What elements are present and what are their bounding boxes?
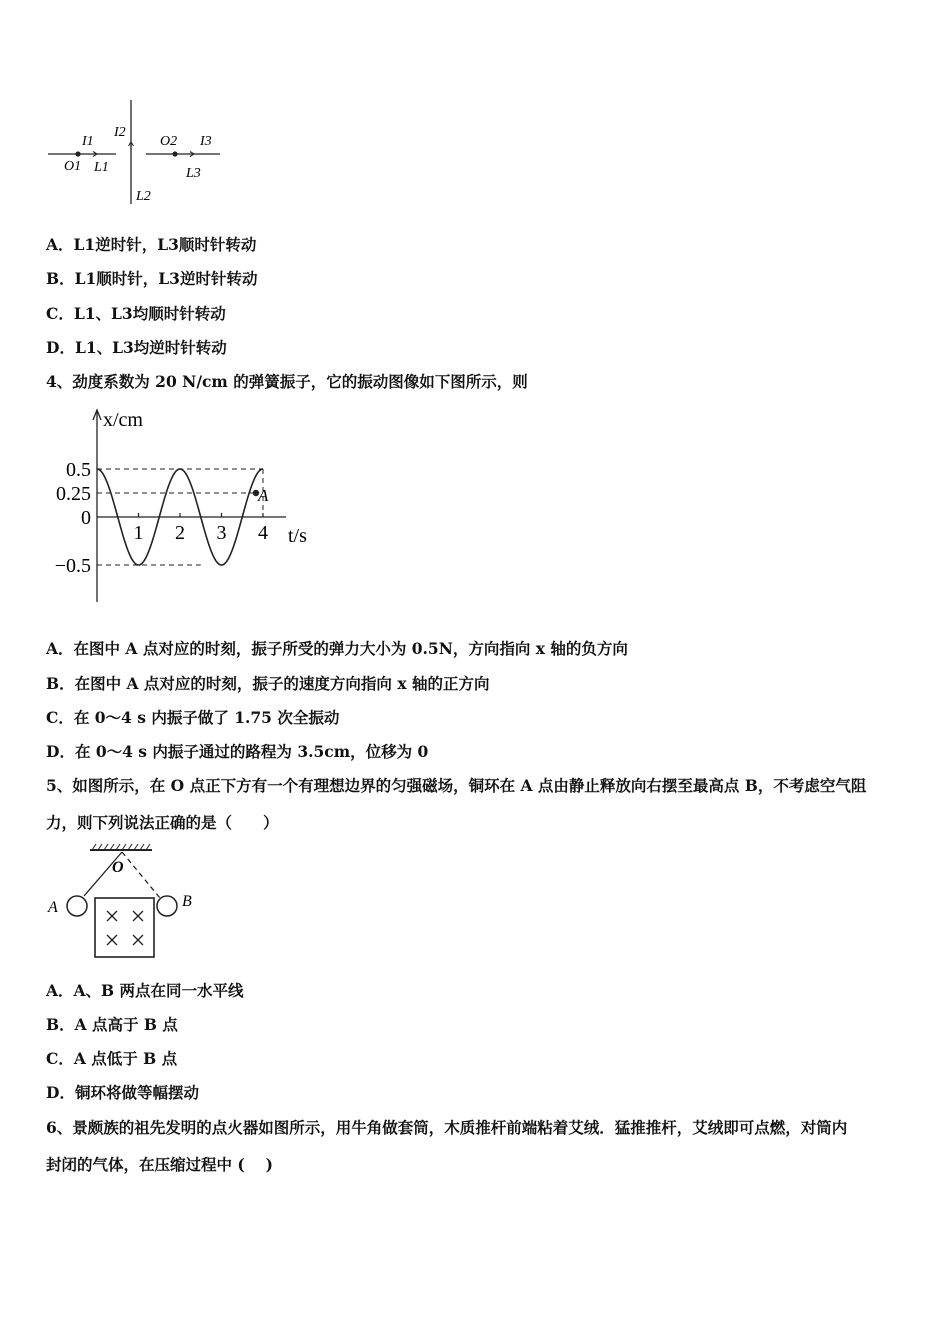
q3-option-c: C．L1、L3均顺时针转动 xyxy=(46,304,226,323)
label-L3: L3 xyxy=(186,166,201,181)
field-crosses xyxy=(107,911,143,945)
label-O: O xyxy=(112,859,124,876)
label-I3: I3 xyxy=(200,134,212,149)
label-A: A xyxy=(48,899,58,916)
ring-a xyxy=(67,896,87,916)
q4-option-a: A．在图中 A 点对应的时刻，振子所受的弹力大小为 0.5N，方向指向 x 轴的负方向 xyxy=(46,639,628,658)
label-I1: I1 xyxy=(82,134,94,149)
y-axis-label: x/cm xyxy=(103,409,143,431)
x-axis-label: t/s xyxy=(288,525,307,547)
magnetic-field-box xyxy=(95,898,154,957)
pendulum-diagram xyxy=(44,842,204,964)
label-L1: L1 xyxy=(94,160,109,175)
wire-diagram xyxy=(44,98,224,210)
q3-option-d: D．L1、L3均逆时针转动 xyxy=(46,338,227,357)
point-a-label: A xyxy=(257,486,269,505)
x-tick-label: 3 xyxy=(216,522,227,544)
q4-stem: 4、劲度系数为 20 N/cm 的弹簧振子，它的振动图像如下图所示，则 xyxy=(46,372,528,391)
q5-stem-line2: 力，则下列说法正确的是（ ） xyxy=(46,813,279,832)
q6-stem-line2: 封闭的气体，在压缩过程中 ( ) xyxy=(46,1155,273,1174)
q5-option-a: A．A、B 两点在同一水平线 xyxy=(46,981,244,1000)
q3-option-b: B．L1顺时针，L3逆时针转动 xyxy=(46,269,258,288)
label-O2: O2 xyxy=(160,134,178,149)
y-tick-label: 0.5 xyxy=(66,459,91,481)
y-tick-label: 0.25 xyxy=(56,483,91,505)
label-I2: I2 xyxy=(114,125,126,140)
label-O1: O1 xyxy=(64,159,82,174)
q6-stem-line1: 6、景颇族的祖先发明的点火器如图所示，用牛角做套筒，木质推杆前端粘着艾绒．猛推推杆，艾绒即可点燃，对筒内 xyxy=(46,1118,848,1137)
x-tick-label: 4 xyxy=(258,522,268,544)
y-tick-label: −0.5 xyxy=(54,555,91,577)
q4-option-b: B．在图中 A 点对应的时刻，振子的速度方向指向 x 轴的正方向 xyxy=(46,674,490,693)
q4-option-d: D．在 0～4 s 内振子通过的路程为 3.5cm，位移为 0 xyxy=(46,742,429,761)
x-tick-label: 2 xyxy=(175,522,185,544)
ring-b xyxy=(157,896,177,916)
x-tick-label: 1 xyxy=(133,522,144,544)
label-L2: L2 xyxy=(136,189,151,204)
q3-option-a: A．L1逆时针，L3顺时针转动 xyxy=(46,235,257,254)
q5-option-b: B．A 点高于 B 点 xyxy=(46,1015,178,1034)
q5-stem-line1: 5、如图所示，在 O 点正下方有一个有理想边界的匀强磁场，铜环在 A 点由静止释放向右摆至最高点 B，不考虑空气阻 xyxy=(46,776,867,795)
label-B: B xyxy=(182,893,192,910)
q5-option-c: C．A 点低于 B 点 xyxy=(46,1049,178,1068)
vibration-chart xyxy=(40,402,340,612)
q5-option-d: D．铜环将做等幅摆动 xyxy=(46,1083,199,1102)
y-tick-label: 0 xyxy=(81,507,91,529)
q4-option-c: C．在 0～4 s 内振子做了 1.75 次全振动 xyxy=(46,708,340,727)
